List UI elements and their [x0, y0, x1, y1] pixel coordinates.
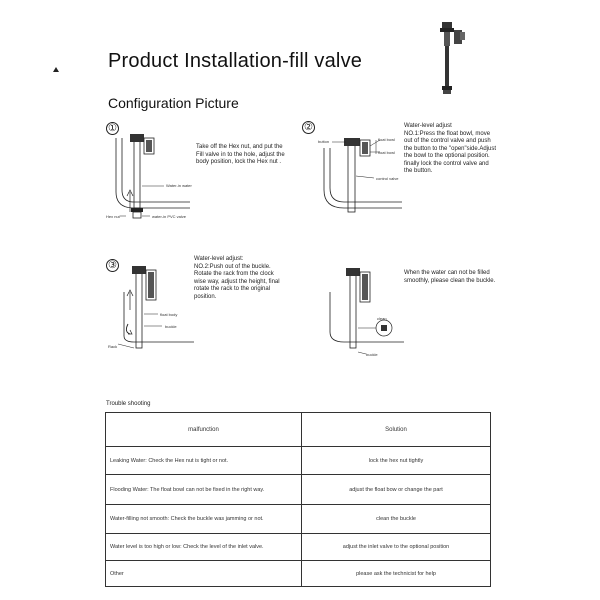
table-row: [106, 505, 491, 534]
solution-cell: adjust the inlet valve to the optional position: [302, 534, 491, 561]
trouble-shooting-title: Trouble shooting: [106, 401, 151, 407]
buckle-label: buckle: [165, 324, 177, 329]
step-4-instructions: When the water can not be filled smoothly, please clean the buckle.: [404, 270, 496, 284]
section-title: Configuration Picture: [108, 95, 239, 111]
solution-cell: adjust the float bow or change the part: [302, 475, 491, 505]
button-label: button: [318, 139, 330, 144]
malfunction-cell: Water-filling not smooth: Check the buckle was jamming or not.: [106, 505, 302, 534]
trouble-shooting-table: [105, 412, 491, 587]
solution-cell: lock the hex nut tightly: [302, 447, 491, 475]
water-outlet-label: water-in PVC valve: [152, 214, 187, 219]
table-header-row: [106, 413, 491, 447]
table-row: [106, 534, 491, 561]
solution-cell: please ask the technicist for help: [302, 561, 491, 587]
step-number-1: ①: [106, 122, 119, 135]
table-row: [106, 475, 491, 505]
table-row: [106, 447, 491, 475]
column-header-malfunction: malfunction: [106, 413, 302, 447]
float-bowl-label-b: float bowl: [378, 150, 395, 155]
step-1-diagram: [100, 130, 195, 225]
float-bowl-label-a: float bowl: [378, 137, 395, 142]
step-3-instructions: Water-level adjust: NO.2:Push out of the buckle. Rotate the rack from the clock wise way, adjust the height, final rotate the rack to the original position.: [194, 256, 280, 300]
float-body-label: float body: [160, 312, 178, 317]
corner-mark-icon: [52, 66, 60, 74]
water-in-water-label: Water-in water: [166, 183, 192, 188]
step-number-2: ②: [302, 121, 315, 134]
column-header-solution: Solution: [302, 413, 491, 447]
step-3-diagram: [100, 262, 195, 357]
malfunction-cell: Flooding Water: The float bowl can not be fixed in the right way.: [106, 475, 302, 505]
step-4-diagram: [312, 262, 407, 362]
malfunction-cell: Other: [106, 561, 302, 587]
step-1-instructions: Take off the Hex nut, and put the Fill valve in to the hole, adjust the body position, lock the Hex nut .: [196, 144, 285, 165]
clean-label: clean: [377, 316, 387, 321]
control-valve-label: control valve: [376, 176, 399, 181]
step-2-instructions: Water-level adjust NO.1:Press the float bowl, move out of the control valve and push the button to the "open"side.Adjust the bowl to the optional position. finally lock the control valve and the button.: [404, 123, 496, 174]
table-row: [106, 561, 491, 587]
malfunction-cell: Leaking Water: Check the Hex nut is tight or not.: [106, 447, 302, 475]
fill-valve-product-image: [430, 20, 470, 95]
step-number-3: ③: [106, 259, 119, 272]
hex-nut-label: Hex nut: [106, 214, 120, 219]
malfunction-cell: Water level is too high or low: Check the level of the inlet valve.: [106, 534, 302, 561]
rack-label: Rack: [108, 344, 118, 349]
solution-cell: clean the buckle: [302, 505, 491, 534]
buckle-label-step-4: buckle: [366, 352, 378, 357]
page-title: Product Installation-fill valve: [108, 50, 363, 72]
